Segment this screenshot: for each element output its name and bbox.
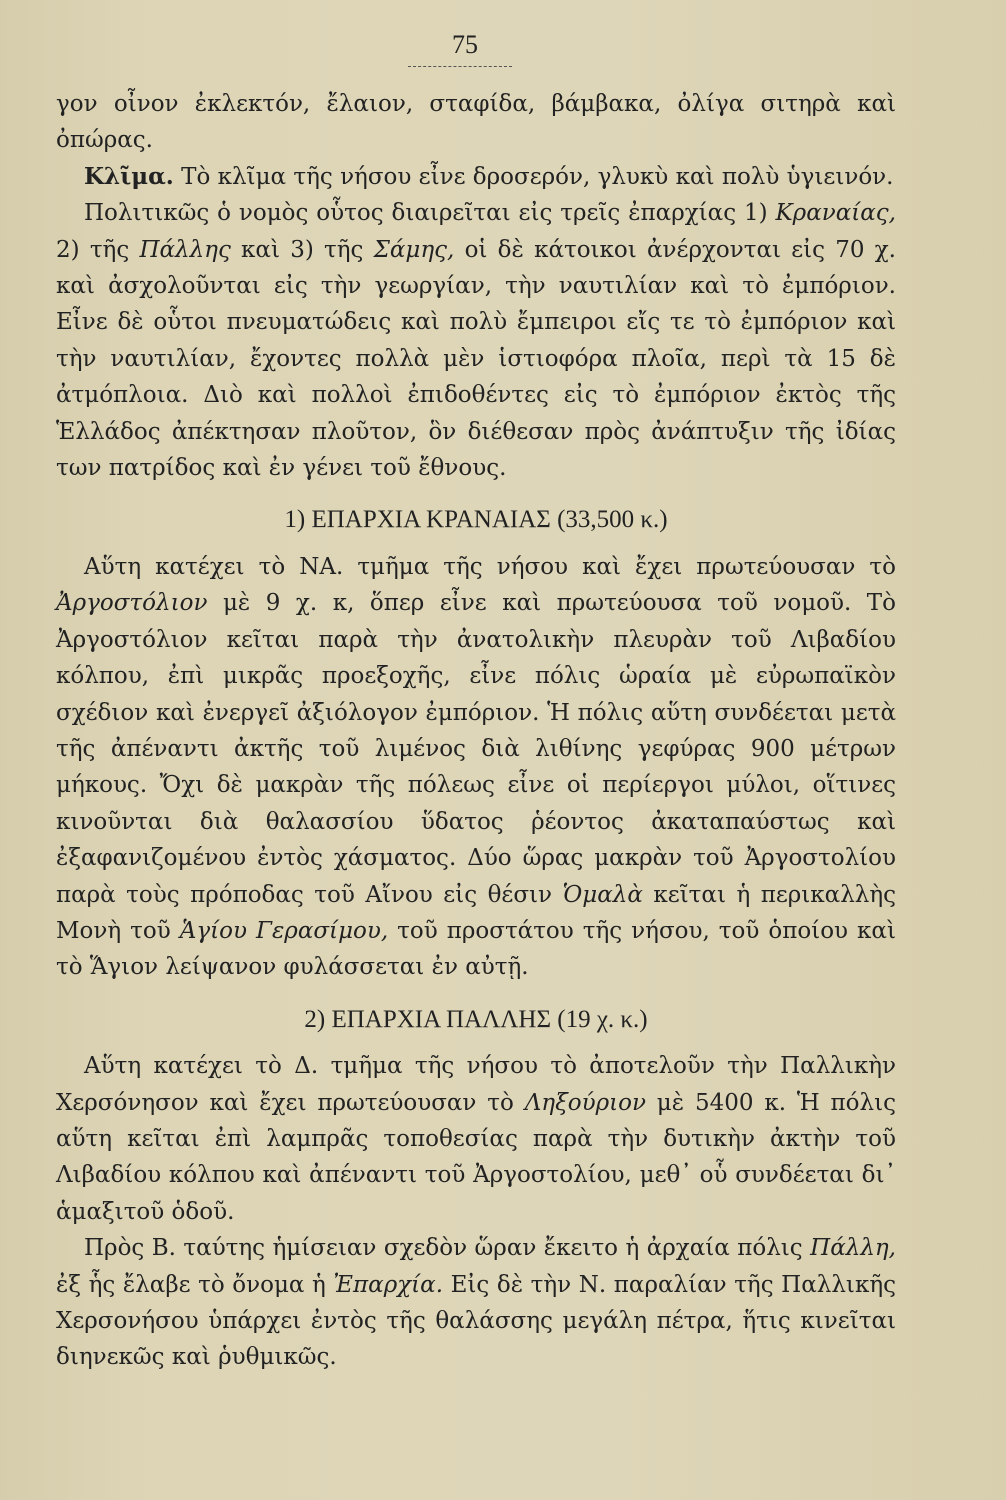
page-number-rule	[408, 66, 512, 67]
s2-q-italic-1: Πάλλη,	[810, 1235, 896, 1262]
climate-text: Τὸ κλῖμα τῆς νήσου εἶνε δροσερόν, γλυκὺ καὶ πολὺ ὑγιεινόν.	[173, 163, 894, 190]
climate-paragraph	[56, 159, 896, 195]
s1-text-2: μὲ 9 χ. κ, ὅπερ εἶνε καὶ πρωτεύουσα τοῦ νομοῦ. Τὸ Ἀργοστόλιον κεῖται παρὰ τὴν ἀνατολικὴν πλευρὰν τοῦ Λιβαδίου κόλπου, ἐπὶ μικρᾶς προεξοχῆς, εἶνε πόλις ὡραία μὲ εὐρωπαϊκὸν σχέδιον καὶ ἐνεργεῖ ἀξιόλογον ἐμπόριον. Ἡ πόλις αὕτη συνδέεται μετὰ τῆς ἀπέναντι ἀκτῆς τοῦ λιμένος διὰ λιθίνης γεφύρας 900 μέτρων μήκους. Ὄχι δὲ μακρὰν τῆς πόλεως εἶνε οἱ περίεργοι μύλοι, οἵτινες κινοῦνται διὰ θαλασσίου ὕδατος ῥέοντος ἀκαταπαύστως καὶ ἐξαφανιζομένου ἐντὸς χάσματος. Δύο ὥρας μακρὰν τοῦ Ἀργοστολίου παρὰ τοὺς πρόποδας τοῦ Αἴνου εἰς θέσιν	[56, 590, 896, 908]
s1-text-3: κεῖται ἡ περικαλλὴς Μονὴ τοῦ	[56, 881, 897, 944]
politics-text-4: οἱ δὲ κάτοικοι ἀνέρχονται εἰς 70 χ. καὶ ἀσχολοῦνται εἰς τὴν γεωργίαν, τὴν ναυτιλίαν καὶ τὸ ἐμπόριον. Εἶνε δὲ οὗτοι πνευματώδεις καὶ πολὺ ἔμπειροι εἴς τε τὸ ἐμπόριον καὶ τὴν ναυτιλίαν, ἔχοντες πολλὰ μὲν ἱστιοφόρα πλοῖα, περὶ τὰ 15 δὲ ἀτμόπλοια. Διὸ καὶ πολλοὶ ἐπιδοθέντες εἰς τὸ ἐμπόριον ἐκτὸς τῆς Ἑλλάδος ἀπέκτησαν πλοῦτον, ὃν διέθεσαν πρὸς ἀνάπτυξιν τῆς ἰδίας των πατρίδος καὶ ἐν γένει τοῦ ἔθνους.	[56, 236, 896, 482]
politics-text-1: Πολιτικῶς ὁ νομὸς οὗτος διαιρεῖται εἰς τρεῖς ἐπαρχίας 1)	[84, 200, 776, 227]
section-1-heading: 1) ΕΠΑΡΧΙΑ ΚΡΑΝΑΙΑΣ (33,500 κ.)	[284, 506, 668, 534]
politics-italic-3: Σάμης,	[373, 236, 455, 263]
intro-paragraph: γον οἶνον ἐκλεκτόν, ἔλαιον, σταφίδα, βάμβακα, ὀλίγα σιτηρὰ καὶ ὀπώρας.	[56, 91, 896, 154]
section-2-paragraph-1	[56, 1048, 896, 1230]
s2-text-2: μὲ 5400 κ. Ἡ πόλις αὕτη κεῖται ἐπὶ λαμπρᾶς τοποθεσίας παρὰ τὴν δυτικὴν ἀκτὴν τοῦ Λιβαδίου κόλπου καὶ ἀπέναντι τοῦ Ἀργοστολίου, μεθ᾿ οὗ συνδέεται δι᾿ ἁμαξιτοῦ ὁδοῦ.	[56, 1089, 896, 1225]
politics-italic-2: Πάλλης	[139, 236, 231, 263]
s2-q-text-2: ἐξ ἧς ἔλαβε τὸ ὄνομα ἡ	[56, 1271, 334, 1298]
politics-italic-1: Κραναίας,	[775, 200, 896, 227]
politics-text-2: 2) τῆς	[56, 236, 140, 263]
climate-label: Κλῖμα.	[84, 162, 174, 190]
section-2-paragraph-2	[56, 1230, 896, 1376]
s2-q-text-1: Πρὸς Β. ταύτης ἡμίσειαν σχεδὸν ὥραν ἔκειτο ἡ ἀρχαία πόλις	[84, 1235, 811, 1262]
politics-text-3: καὶ 3) τῆς	[230, 236, 374, 263]
section-1-paragraph	[56, 549, 896, 986]
politics-paragraph	[56, 195, 896, 486]
s1-text-1: Αὕτη κατέχει τὸ ΝΑ. τμῆμα τῆς νήσου καὶ ἔχει πρωτεύουσαν τὸ	[84, 553, 896, 580]
s1-text-4: τοῦ προστάτου τῆς νήσου, τοῦ ὁποίου καὶ τὸ Ἅγιον λείψανον φυλάσσεται ἐν αὐτῇ.	[56, 917, 896, 981]
page-number: 75	[452, 30, 478, 59]
body-text	[56, 86, 896, 1376]
section-2-heading: 2) ΕΠΑΡΧΙΑ ΠΑΛΛΗΣ (19 χ. κ.)	[304, 1005, 648, 1033]
s2-q-text-3: Εἰς δὲ τὴν Ν. παραλίαν τῆς Παλλικῆς Χερσονήσου ὑπάρχει ἐντὸς τῆς θαλάσσης μεγάλη πέτρα, ἥτις κινεῖται διηνεκῶς καὶ ῥυθμικῶς.	[56, 1271, 896, 1371]
s1-italic-3: Ἁγίου Γερασίμου,	[179, 917, 389, 944]
s1-italic-2: Ὁμαλὰ	[562, 881, 643, 908]
s2-q-italic-2: Ἐπαρχία.	[333, 1271, 444, 1298]
s2-italic-1: Ληξούριον	[524, 1089, 646, 1116]
s2-text-1: Αὕτη κατέχει τὸ Δ. τμῆμα τῆς νήσου τὸ ἀποτελοῦν τὴν Παλλικὴν Χερσόνησον καὶ ἔχει πρωτεύουσαν τὸ	[56, 1053, 896, 1116]
s1-italic-1: Ἀργοστόλιον	[56, 590, 208, 617]
